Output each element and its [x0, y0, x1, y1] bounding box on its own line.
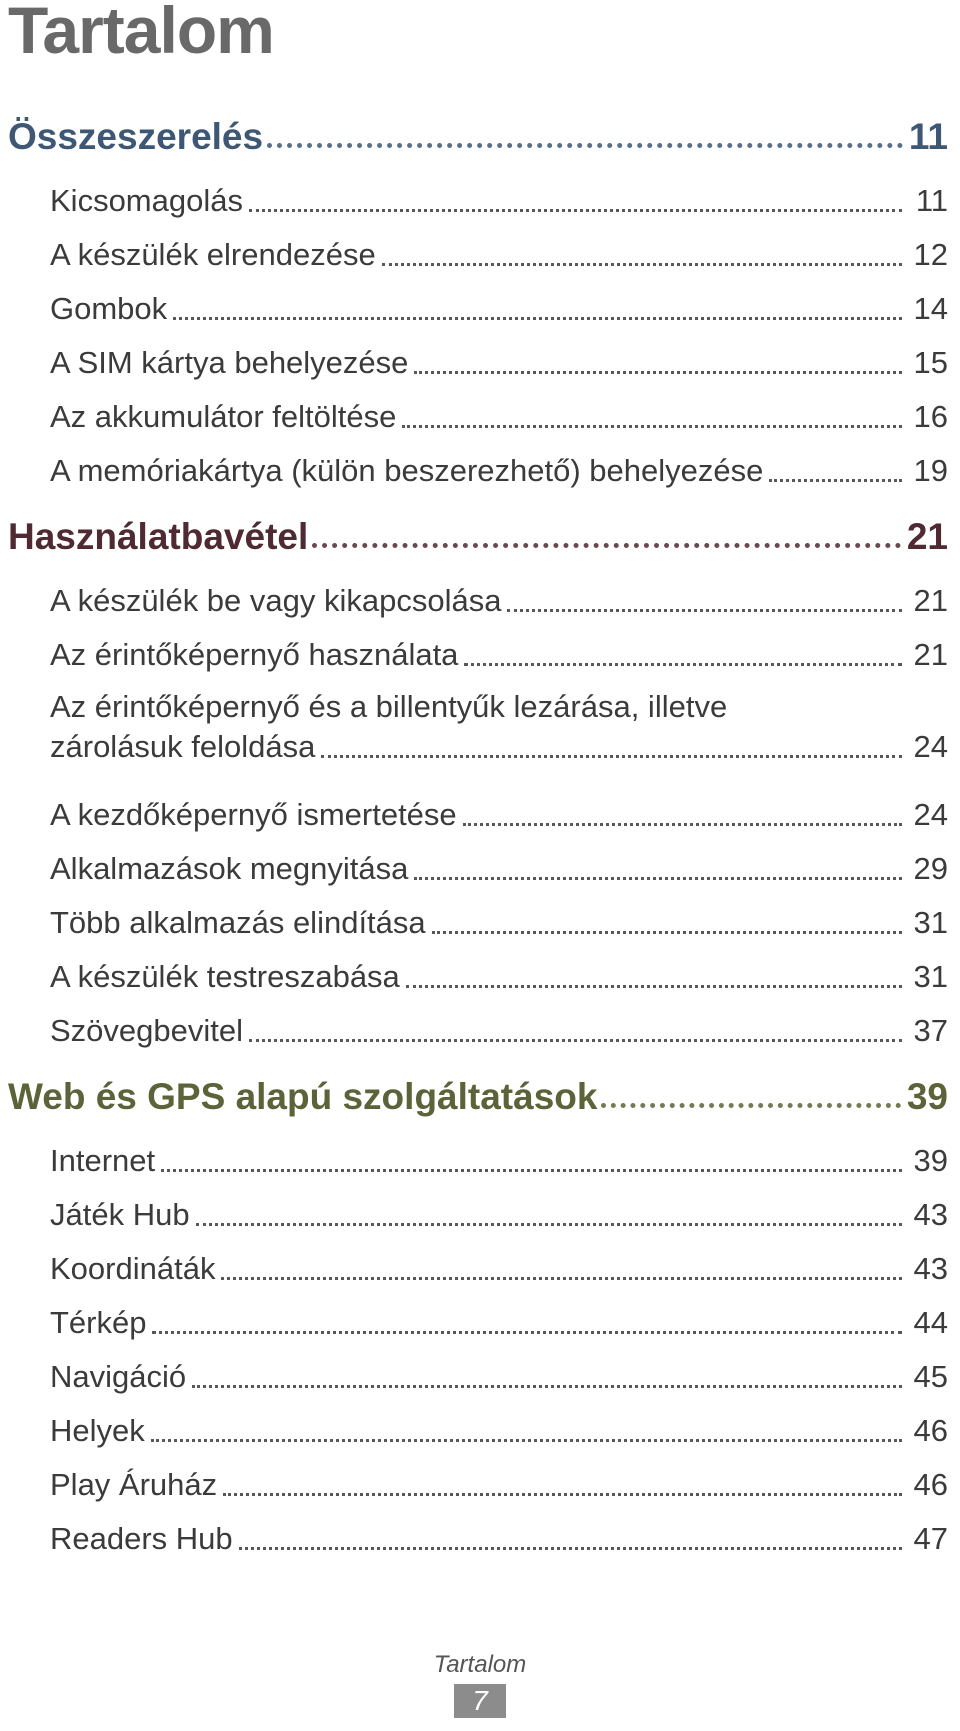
toc-entry[interactable]: [0, 842, 960, 896]
entry-page-number: 47: [913, 1521, 948, 1556]
page-footer: [0, 1650, 960, 1718]
section-page-number: 39: [906, 1076, 948, 1117]
toc-entry[interactable]: [0, 1296, 960, 1350]
toc-entry[interactable]: [0, 574, 960, 628]
entry-page-number: 31: [913, 905, 948, 940]
entry-page-number: 46: [913, 1467, 948, 1502]
toc-entry[interactable]: [0, 950, 960, 1004]
toc-entry[interactable]: [0, 228, 960, 282]
entry-title: Az érintőképernyő használata: [50, 637, 459, 672]
table-of-contents: [0, 116, 960, 1566]
entry-title-line-2: zárolásuk feloldása: [50, 729, 316, 764]
toc-entry[interactable]: [0, 1404, 960, 1458]
dot-leader: [151, 1409, 902, 1442]
entry-page-number: 37: [913, 1013, 948, 1048]
entry-page-number: 16: [913, 399, 948, 434]
dot-leader: [414, 847, 902, 880]
toc-entry[interactable]: [0, 1512, 960, 1566]
entry-page-number: 24: [913, 797, 948, 832]
section-heading[interactable]: [0, 1076, 960, 1117]
toc-entry[interactable]: [0, 174, 960, 228]
entry-title: Kicsomagolás: [50, 183, 243, 218]
dot-leader: [382, 233, 902, 266]
toc-entry[interactable]: [0, 444, 960, 498]
entry-title: A kezdőképernyő ismertetése: [50, 797, 457, 832]
dot-leader: [221, 1247, 902, 1280]
dot-leader: [223, 1463, 902, 1496]
entry-title: Játék Hub: [50, 1197, 190, 1232]
footer-section-label: Tartalom: [433, 1651, 527, 1678]
toc-entry[interactable]: [0, 1242, 960, 1296]
entry-page-number: 15: [913, 345, 948, 380]
entry-title: Több alkalmazás elindítása: [50, 905, 426, 940]
toc-entry[interactable]: [0, 788, 960, 842]
dot-leader: [249, 1009, 902, 1042]
toc-entry[interactable]: [0, 628, 960, 682]
toc-section-web-gps: [0, 1076, 960, 1566]
entry-page-number: 29: [913, 851, 948, 886]
toc-entry[interactable]: [0, 1188, 960, 1242]
entry-title-line-1: Az érintőképernyő és a billentyűk lezárása, illetve: [50, 689, 728, 724]
dot-leader: [414, 341, 902, 374]
dot-leader: [321, 725, 902, 758]
dot-leader: [769, 449, 902, 482]
dot-leader: [312, 517, 901, 548]
section-heading[interactable]: [0, 516, 960, 557]
entry-title: Az akkumulátor feltöltése: [50, 399, 397, 434]
dot-leader: [267, 117, 903, 148]
page-title: Tartalom: [8, 0, 274, 67]
dot-leader: [249, 179, 902, 212]
entry-title: Gombok: [50, 291, 168, 326]
toc-entry[interactable]: [0, 336, 960, 390]
entry-title: Navigáció: [50, 1359, 187, 1394]
section-page-number: 21: [906, 516, 948, 557]
toc-entry[interactable]: [0, 896, 960, 950]
entry-page-number: 11: [915, 183, 948, 218]
entry-title: Koordináták: [50, 1251, 216, 1286]
entry-title: Térkép: [50, 1305, 147, 1340]
dot-leader: [507, 579, 902, 612]
entry-page-number: 31: [913, 959, 948, 994]
footer-page-number: 7: [454, 1684, 506, 1718]
entry-page-number: 43: [913, 1251, 948, 1286]
dot-leader: [463, 793, 902, 826]
dot-leader: [406, 955, 902, 988]
entry-title: A készülék testreszabása: [50, 959, 400, 994]
toc-entry[interactable]: [0, 1004, 960, 1058]
dot-leader: [161, 1139, 902, 1172]
entry-title: Readers Hub: [50, 1521, 233, 1556]
toc-entry[interactable]: [0, 1458, 960, 1512]
entry-title: Helyek: [50, 1413, 145, 1448]
dot-leader: [402, 395, 902, 428]
toc-entry-multiline[interactable]: [0, 688, 960, 788]
entry-title: Szövegbevitel: [50, 1013, 244, 1048]
entry-page-number: 43: [913, 1197, 948, 1232]
entry-title: A memóriakártya (külön beszerezhető) behelyezése: [50, 453, 764, 488]
section-page-number: 11: [908, 116, 948, 157]
section-title: Összeszerelés: [8, 116, 264, 157]
entry-title: A készülék be vagy kikapcsolása: [50, 583, 502, 618]
dot-leader: [173, 287, 902, 320]
section-title: Használatbavétel: [8, 516, 309, 557]
toc-entry[interactable]: [0, 282, 960, 336]
dot-leader: [432, 901, 902, 934]
entry-page-number: 46: [913, 1413, 948, 1448]
entry-page-number: 39: [913, 1143, 948, 1178]
entry-title: Internet: [50, 1143, 156, 1178]
entry-page-number: 19: [913, 453, 948, 488]
entry-title: Play Áruház: [50, 1467, 218, 1502]
dot-leader: [192, 1355, 902, 1388]
entry-title: Alkalmazások megnyitása: [50, 851, 409, 886]
toc-entry[interactable]: [0, 1350, 960, 1404]
toc-entry[interactable]: [0, 390, 960, 444]
toc-section-hasznalatbavetel: [0, 516, 960, 1058]
entry-page-number: 45: [913, 1359, 948, 1394]
entry-page-number: 24: [913, 729, 948, 764]
entry-title: A SIM kártya behelyezése: [50, 345, 409, 380]
entry-page-number: 14: [913, 291, 948, 326]
toc-entry[interactable]: [0, 1134, 960, 1188]
dot-leader: [196, 1193, 902, 1226]
entry-page-number: 12: [913, 237, 948, 272]
dot-leader: [239, 1517, 902, 1550]
section-title: Web és GPS alapú szolgáltatások: [8, 1076, 598, 1117]
entry-page-number: 21: [913, 583, 948, 618]
entry-title: A készülék elrendezése: [50, 237, 376, 272]
entry-page-number: 21: [913, 637, 948, 672]
dot-leader: [152, 1301, 902, 1334]
dot-leader: [464, 633, 902, 666]
section-heading[interactable]: [0, 116, 960, 157]
entry-page-number: 44: [913, 1305, 948, 1340]
toc-section-osszeszereles: [0, 116, 960, 498]
dot-leader: [601, 1077, 900, 1108]
